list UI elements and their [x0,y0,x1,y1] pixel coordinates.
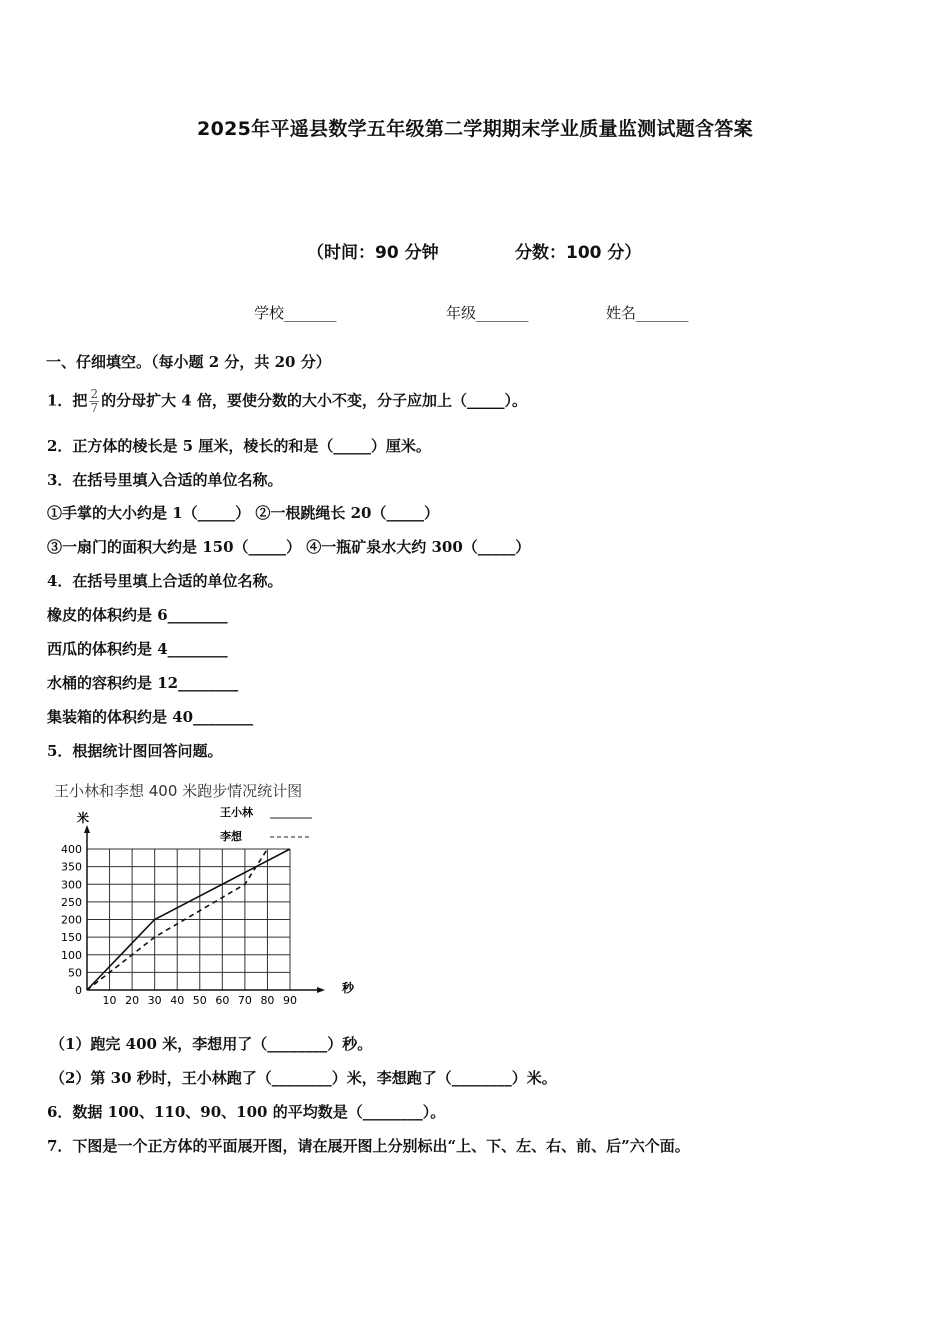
q4-item: 橡皮的体积约是 6________ [47,606,228,624]
x-tick-label: 50 [192,994,207,1007]
x-tick-label: 30 [147,994,162,1007]
fraction-denominator: 7 [90,401,99,415]
school-field: 学校_______ [254,304,337,322]
question-3-line-1: ①手掌的大小约是 1（_____） ②一根跳绳长 20（_____） [47,504,439,522]
x-axis-label: 秒 [342,981,355,995]
q4-item: 集装箱的体积约是 40________ [47,708,254,726]
time-label: （时间：90 分钟 [307,243,439,263]
y-tick-label: 100 [61,948,82,962]
y-tick-label: 50 [68,966,82,980]
running-chart [40,772,380,1012]
x-tick-label: 20 [125,994,140,1007]
question-3-line-2: ③一扇门的面积大约是 150（_____） ④一瓶矿泉水大约 300（_____） [47,538,531,556]
question-3: 3．在括号里填入合适的单位名称。 [47,471,283,489]
y-axis-arrow [84,825,90,833]
legend-label-1: 李想 [220,830,242,843]
y-tick-label: 250 [61,895,82,909]
q1-suffix: 的分母扩大 4 倍，要使分数的大小不变，分子应加上（_____）。 [101,391,527,410]
y-axis-label: 米 [77,811,90,825]
question-2: 2．正方体的棱长是 5 厘米，棱长的和是（_____）厘米。 [47,437,431,455]
y-tick-label: 0 [75,984,82,997]
q4-item: 水桶的容积约是 12________ [47,674,239,692]
x-tick-label: 10 [102,994,117,1007]
y-tick-label: 350 [61,860,82,874]
x-tick-label: 90 [283,994,297,1007]
question-7: 7．下图是一个正方体的平面展开图，请在展开图上分别标出“上、下、左、右、前、后”六个面。 [47,1137,690,1155]
fraction [89,388,99,415]
name-field: 姓名_______ [606,304,689,322]
x-tick-label: 40 [170,994,185,1007]
q1-prefix: 1．把 [47,391,88,410]
y-tick-label: 150 [61,931,82,945]
grade-field: 年级_______ [446,304,529,322]
x-tick-label: 80 [260,994,275,1007]
y-tick-label: 200 [61,913,82,927]
chart-title: 王小林和李想 400 米跑步情况统计图 [54,782,303,800]
question-5-sub-2: （2）第 30 秒时，王小林跑了（________）米，李想跑了（________）米。 [50,1069,557,1087]
question-4: 4．在括号里填上合适的单位名称。 [47,572,283,590]
question-5-sub-1: （1）跑完 400 米，李想用了（________）秒。 [50,1035,373,1053]
legend-label-0: 王小林 [220,806,253,819]
question-6: 6．数据 100、110、90、100 的平均数是（________）。 [47,1103,446,1121]
x-axis-arrow [317,987,325,993]
x-tick-label: 70 [237,994,252,1007]
fraction-numerator: 2 [90,387,99,401]
y-tick-label: 300 [61,878,82,892]
x-tick-label: 60 [215,994,230,1007]
question-5: 5．根据统计图回答问题。 [47,742,223,760]
score-label: 分数：100 分） [515,243,642,263]
question-1 [47,388,527,415]
section-heading: 一、仔细填空。（每小题 2 分，共 20 分） [46,353,331,371]
q4-item: 西瓜的体积约是 4________ [47,640,228,658]
document-title: 2025年平遥县数学五年级第二学期期末学业质量监测试题含答案 [197,118,753,140]
chart-grid [87,849,290,990]
y-tick-label: 400 [61,843,82,856]
